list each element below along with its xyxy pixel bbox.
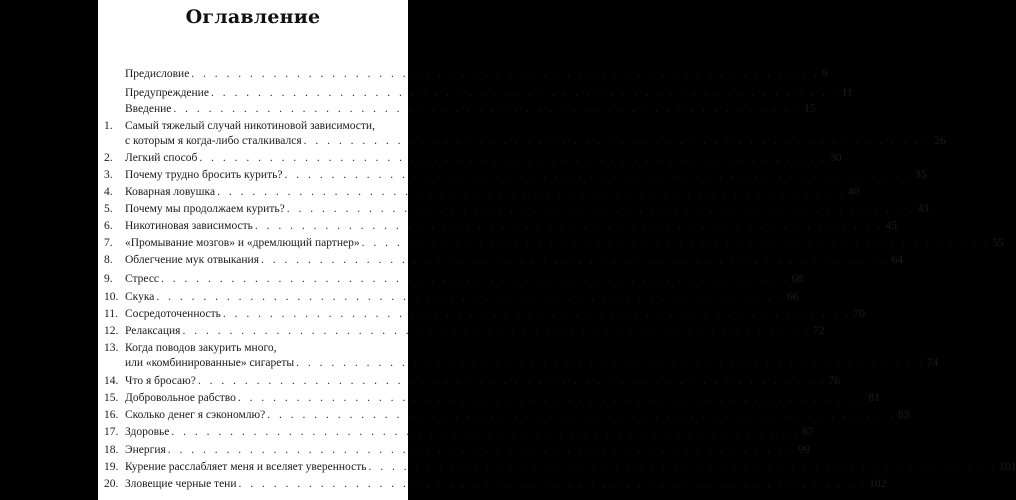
toc-page-number: 68 xyxy=(791,273,804,285)
toc-entry-line xyxy=(125,356,939,371)
toc-page-number: 99 xyxy=(798,444,810,456)
toc-entry-title xyxy=(125,307,866,322)
toc-entry-title xyxy=(125,460,1016,475)
toc-entry-text: Почему трудно бросить курить? xyxy=(125,169,283,181)
toc-entry-line xyxy=(125,86,853,101)
toc-entry-title xyxy=(125,219,897,234)
toc-entry-title xyxy=(125,272,804,287)
toc-page-number: 76 xyxy=(828,375,840,387)
toc-page-number: 72 xyxy=(813,325,825,337)
toc-entry-text: с которым я когда-либо сталкивался xyxy=(125,135,302,147)
toc-entry-title xyxy=(125,102,816,117)
toc-entry-text: Самый тяжелый случай никотиновой зависимости, xyxy=(125,120,375,132)
toc-entry-title xyxy=(125,425,814,440)
toc-entry-line xyxy=(125,324,825,339)
toc-entry-line xyxy=(125,134,946,149)
toc-entry-number: 12. xyxy=(104,325,119,337)
toc-leader-dots: . . . . . . . . . . . . . . . . . . . . . . . . . . . . . . . . . . . . . . . . . . . . . . . . . . . . . . xyxy=(296,357,925,369)
toc-leader-dots: . . . . . . . . . . . . . . . . . . . . . . . . . . . . . . . . . . . . . . . . . . . . . . . . . . . . . . xyxy=(368,461,998,473)
toc-entry-text: Сколько денег я сэкономлю? xyxy=(125,409,266,421)
toc-page-number: 83 xyxy=(897,409,910,421)
toc-page-number: 9 xyxy=(821,68,828,80)
toc-entry-text: Когда поводов закурить много, xyxy=(125,342,277,354)
toc-leader-dots: . . . . . . . . . . . . . . . . . . . . . . . . . . . . . . . . . . . . . . . . . . . . . . . . . . . . . . xyxy=(171,426,800,438)
toc-entry-title xyxy=(125,168,927,183)
toc-entry-number: 10. xyxy=(104,291,119,303)
toc-entry-number: 9. xyxy=(104,273,113,285)
toc-entry-line xyxy=(125,477,887,492)
toc-page-number: 11 xyxy=(841,87,853,99)
toc-entry-title xyxy=(125,151,842,166)
toc-entry-title xyxy=(125,185,860,200)
toc-entry-line xyxy=(125,219,897,234)
toc-leader-dots: . . . . . . . . . . . . . . . . . . . . . . . . . . . . . . . . . . . . . . . . . . . . . . . . . . . . . . xyxy=(284,169,914,181)
toc-leader-dots: . . . . . . . . . . . . . . . . . . . . . . . . . . . . . . . . . . . . . . . . . . . . . . . . . . . . . . xyxy=(156,291,785,303)
toc-page-number: 35 xyxy=(915,169,927,181)
toc-entry-line xyxy=(125,272,804,287)
toc-entry-line xyxy=(125,341,399,356)
toc-page-number: 40 xyxy=(847,186,860,198)
toc-entry-number: 20. xyxy=(104,478,119,490)
toc-entry-text: Энергия xyxy=(125,444,166,456)
toc-entry-line xyxy=(125,168,927,183)
toc-entry-line xyxy=(125,374,840,389)
toc-entry-line xyxy=(125,425,814,440)
toc-entry-text: Коварная ловушка xyxy=(125,186,216,198)
toc-entry-line xyxy=(125,102,816,117)
toc-page-number: 55 xyxy=(992,237,1004,249)
toc-page-number: 66 xyxy=(787,291,799,303)
toc-entry-number: 16. xyxy=(104,409,119,421)
toc-leader-dots: . . . . . . . . . . . . . . . . . . . . . . . . . . . . . . . . . . . . . . . . . . . . . . . . . . . . . . xyxy=(167,444,797,456)
toc-leader-dots: . . . . . . . . . . . . . . . . . . . . . . . . . . . . . . . . . . . . . . . . . . . . . . . . . . . . . . xyxy=(197,375,827,387)
toc-page-number: 74 xyxy=(926,357,939,369)
toc-entry-title xyxy=(125,477,887,492)
toc-entry-title xyxy=(125,67,828,82)
toc-entry-text: Сосредоточенность xyxy=(125,308,221,320)
toc-list xyxy=(98,0,1016,500)
toc-entry-title xyxy=(125,408,910,423)
toc-entry-title xyxy=(125,202,929,217)
toc-page-number: 30 xyxy=(829,152,842,164)
toc-leader-dots: . . . . . . . . . . . . . . . . . . . . . . . . . . . . . . . . . . . . . . . . . . . . . . . . . . . . . . xyxy=(161,273,790,285)
toc-entry-line xyxy=(125,408,910,423)
toc-entry-number: 4. xyxy=(104,186,113,198)
toc-leader-dots: . . . . . . . . . . . . . . . . . . . . . . . . . . . . . . . . . . . . . . . . . . . . . . . . . . . . . . xyxy=(254,220,884,232)
toc-page-number: 26 xyxy=(934,135,946,147)
toc-entry-line xyxy=(125,290,799,305)
toc-page-number: 64 xyxy=(891,254,904,266)
toc-entry-text: Курение расслабляет меня и вселяет уверенность xyxy=(125,461,367,473)
toc-entry-title xyxy=(125,119,946,149)
toc-leader-dots: . . . . . . . . . . . . . . . . . . . . . . . . . . . . . . . . . . . . . . . . . . . . . . . . . . . . . . xyxy=(217,186,846,198)
toc-entry-title xyxy=(125,290,799,305)
toc-entry-line xyxy=(125,119,399,134)
toc-entry-line xyxy=(125,443,810,458)
toc-page-number: 101 xyxy=(999,461,1016,473)
toc-page-number: 87 xyxy=(801,426,814,438)
toc-entry-text: Стресс xyxy=(125,273,160,285)
toc-entry-number: 2. xyxy=(104,152,113,164)
toc-entry-number: 15. xyxy=(104,392,119,404)
toc-entry-text: «Промывание мозгов» и «дремлющий партнер» xyxy=(125,237,360,249)
toc-entry-text: или «комбинированные» сигареты xyxy=(125,357,295,369)
toc-entry-title xyxy=(125,341,939,371)
toc-entry-number: 17. xyxy=(104,426,119,438)
toc-entry-text: Никотиновая зависимость xyxy=(125,220,253,232)
toc-leader-dots: . . . . . . . . . . . . . . . . . . . . . . . . . . . . . . . . . . . . . . . . . . . . . . . . . . . . . . xyxy=(237,392,867,404)
toc-entry-text: Предисловие xyxy=(125,68,190,80)
toc-page-number: 70 xyxy=(853,308,866,320)
toc-entry-number: 19. xyxy=(104,461,119,473)
toc-entry-number: 8. xyxy=(104,254,113,266)
toc-entry-line xyxy=(125,236,1004,251)
toc-entry-text: Скука xyxy=(125,291,155,303)
toc-entry-text: Облегчение мук отвыкания xyxy=(125,254,259,266)
toc-leader-dots: . . . . . . . . . . . . . . . . . . . . . . . . . . . . . . . . . . . . . . . . . . . . . . . . . . . . . . xyxy=(361,237,991,249)
toc-entry-title xyxy=(125,86,853,101)
toc-entry-line xyxy=(125,67,828,82)
toc-entry-line xyxy=(125,202,929,217)
toc-page-number: 43 xyxy=(917,203,929,215)
toc-entry-line xyxy=(125,391,880,406)
toc-leader-dots: . . . . . . . . . . . . . . . . . . . . . . . . . . . . . . . . . . . . . . . . . . . . . . . . . . . . . . xyxy=(191,68,820,80)
book-page xyxy=(98,0,1016,500)
toc-entry-number: 6. xyxy=(104,220,113,232)
toc-entry-line xyxy=(125,185,860,200)
toc-leader-dots: . . . . . . . . . . . . . . . . . . . . . . . . . . . . . . . . . . . . . . . . . . . . . . . . . . . . . . xyxy=(182,325,812,337)
toc-entry-text: Добровольное рабство xyxy=(125,392,236,404)
toc-entry-number: 14. xyxy=(104,375,119,387)
toc-entry-line xyxy=(125,253,904,268)
toc-leader-dots: . . . . . . . . . . . . . . . . . . . . . . . . . . . . . . . . . . . . . . . . . . . . . . . . . . . . . . xyxy=(210,87,840,99)
toc-page-number: 102 xyxy=(869,478,887,490)
toc-entry-text: Легкий способ xyxy=(125,152,198,164)
toc-entry-text: Предупреждение xyxy=(125,87,209,99)
toc-entry-text: Здоровье xyxy=(125,426,170,438)
toc-entry-title xyxy=(125,374,840,389)
toc-entry-number: 3. xyxy=(104,169,113,181)
toc-entry-line xyxy=(125,460,1016,475)
toc-entry-title xyxy=(125,391,880,406)
toc-leader-dots: . . . . . . . . . . . . . . . . . . . . . . . . . . . . . . . . . . . . . . . . . . . . . . . . . . . . . . xyxy=(267,409,896,421)
toc-entry-text: Релаксация xyxy=(125,325,181,337)
toc-leader-dots: . . . . . . . . . . . . . . . . . . . . . . . . . . . . . . . . . . . . . . . . . . . . . . . . . . . . . . xyxy=(199,152,828,164)
toc-entry-text: Что я бросаю? xyxy=(125,375,196,387)
toc-entry-text: Почему мы продолжаем курить? xyxy=(125,203,285,215)
toc-leader-dots: . . . . . . . . . . . . . . . . . . . . . . . . . . . . . . . . . . . . . . . . . . . . . . . . . . . . . . xyxy=(222,308,852,320)
toc-entry-number: 13. xyxy=(104,342,119,354)
toc-leader-dots: . . . . . . . . . . . . . . . . . . . . . . . . . . . . . . . . . . . . . . . . . . . . . . . . . . . . . . xyxy=(173,103,802,115)
toc-leader-dots: . . . . . . . . . . . . . . . . . . . . . . . . . . . . . . . . . . . . . . . . . . . . . . . . . . . . . . xyxy=(261,254,890,266)
toc-entry-text: Зловещие черные тени xyxy=(125,478,237,490)
toc-entry-text: Введение xyxy=(125,103,172,115)
toc-title: Оглавление xyxy=(185,6,321,28)
toc-entry-number: 7. xyxy=(104,237,113,249)
toc-leader-dots: . . . . . . . . . . . . . . . . . . . . . . . . . . . . . . . . . . . . . . . . . . . . . . . . . . . . . . xyxy=(286,203,916,215)
toc-leader-dots: . . . . . . . . . . . . . . . . . . . . . . . . . . . . . . . . . . . . . . . . . . . . . . . . . . . . . . xyxy=(303,135,933,147)
toc-leader-dots: . . . . . . . . . . . . . . . . . . . . . . . . . . . . . . . . . . . . . . . . . . . . . . . . . . . . . . xyxy=(238,478,868,490)
toc-entry-line xyxy=(125,151,842,166)
toc-entry-title xyxy=(125,236,1004,251)
toc-entry-title xyxy=(125,443,810,458)
toc-entry-line xyxy=(125,307,866,322)
toc-page-number: 15 xyxy=(803,103,816,115)
toc-page-number: 45 xyxy=(885,220,897,232)
toc-entry-number: 5. xyxy=(104,203,113,215)
toc-page-number: 81 xyxy=(868,392,880,404)
toc-entry-number: 1. xyxy=(104,120,113,132)
toc-entry-number: 18. xyxy=(104,444,119,456)
toc-entry-title xyxy=(125,253,904,268)
toc-entry-number: 11. xyxy=(104,308,118,320)
toc-entry-title xyxy=(125,324,825,339)
